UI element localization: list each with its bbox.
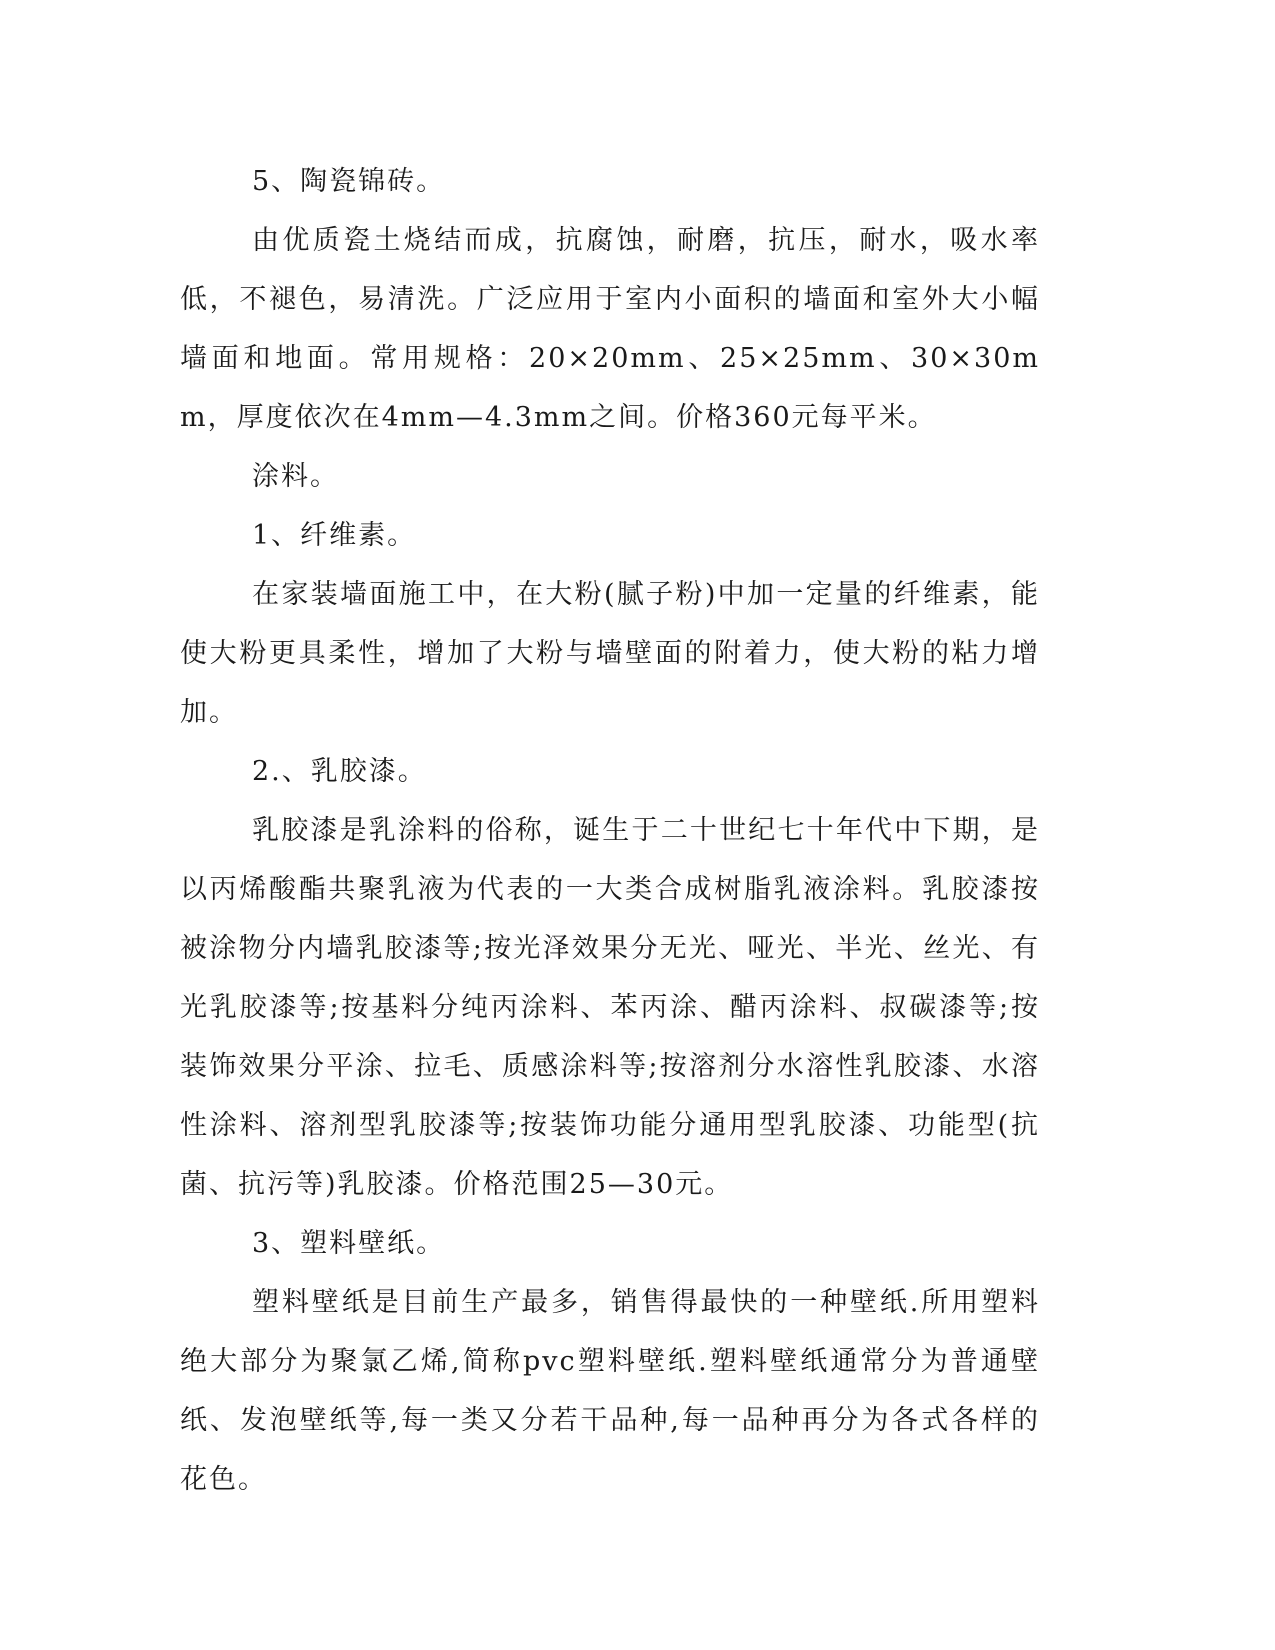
paragraph-plastic-wallpaper-description: 塑料壁纸是目前生产最多，销售得最快的一种壁纸.所用塑料绝大部分为聚氯乙烯,简称pvc塑料壁纸.塑料壁纸通常分为普通壁纸、发泡壁纸等,每一类又分若干品种,每一品种再分为各式各样的花色。 [180,1287,1040,1495]
paragraph-cellulose-description: 在家装墙面施工中，在大粉(腻子粉)中加一定量的纤维素，能使大粉更具柔性，增加了大粉与墙壁面的附着力，使大粉的粘力增加。 [180,579,1040,728]
document-body [180,152,1040,1509]
section-heading-plastic-wallpaper: 3、塑料壁纸。 [252,1228,446,1259]
section-heading-latex-paint: 2.、乳胶漆。 [252,756,427,787]
section-heading-cellulose: 1、纤维素。 [252,520,417,551]
paragraph-mosaic-tile-description: 由优质瓷土烧结而成，抗腐蚀，耐磨，抗压，耐水，吸水率低，不褪色，易清洗。广泛应用于室内小面积的墙面和室外大小幅墙面和地面。常用规格：20×20mm、25×25mm、30×30mm，厚度依次在4mm—4.3mm之间。价格360元每平米。 [180,225,1040,433]
section-heading-coatings: 涂料。 [252,461,339,492]
section-heading-mosaic-tile: 5、陶瓷锦砖。 [252,166,446,197]
paragraph-latex-paint-description: 乳胶漆是乳涂料的俗称，诞生于二十世纪七十年代中下期，是以丙烯酸酯共聚乳液为代表的一大类合成树脂乳液涂料。乳胶漆按被涂物分内墙乳胶漆等;按光泽效果分无光、哑光、半光、丝光、有光乳胶漆等;按基料分纯丙涂料、苯丙涂、醋丙涂料、叔碳漆等;按装饰效果分平涂、拉毛、质感涂料等;按溶剂分水溶性乳胶漆、水溶性涂料、溶剂型乳胶漆等;按装饰功能分通用型乳胶漆、功能型(抗菌、抗污等)乳胶漆。价格范围25—30元。 [180,815,1040,1200]
